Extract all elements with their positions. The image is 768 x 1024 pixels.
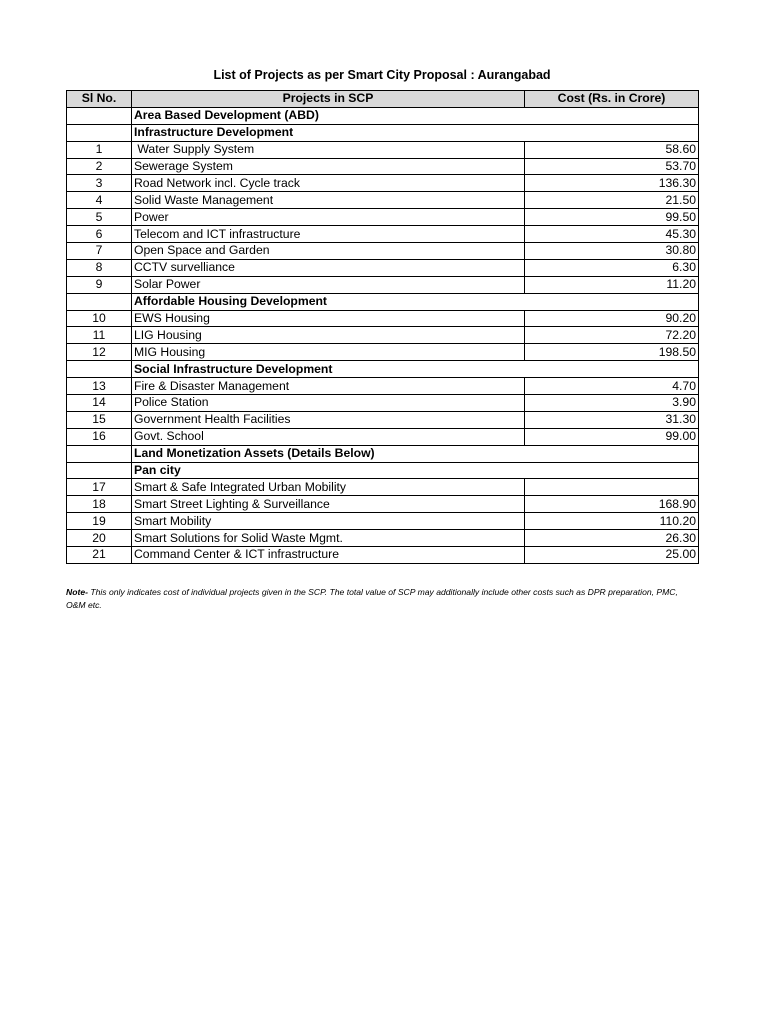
column-header-sl-no: Sl No.	[67, 91, 132, 108]
project-name-cell: Solid Waste Management	[132, 192, 525, 209]
cost-cell: 45.30	[525, 226, 699, 243]
project-name-cell: Power	[132, 209, 525, 226]
table-row	[67, 428, 699, 445]
table-header-row	[67, 91, 699, 108]
sl-no-cell: 19	[67, 513, 132, 530]
sl-no-cell: 11	[67, 327, 132, 344]
cost-cell: 136.30	[525, 175, 699, 192]
table-row	[67, 513, 699, 530]
column-header-cost: Cost (Rs. in Crore)	[525, 91, 699, 108]
cost-cell: 31.30	[525, 411, 699, 428]
note-text: This only indicates cost of individual projects given in the SCP. The total value of SCP may additionally include other costs such as DPR preparation, PMC, O&M etc.	[66, 587, 678, 610]
cost-cell: 99.00	[525, 428, 699, 445]
cost-cell: 99.50	[525, 209, 699, 226]
project-name-cell: Sewerage System	[132, 158, 525, 175]
column-header-project: Projects in SCP	[132, 91, 525, 108]
table-row	[67, 530, 699, 547]
sl-no-cell: 20	[67, 530, 132, 547]
table-row	[67, 547, 699, 564]
table-row	[67, 226, 699, 243]
cost-cell: 198.50	[525, 344, 699, 361]
table-row	[67, 496, 699, 513]
table-row	[67, 479, 699, 496]
section-label: Social Infrastructure Development	[132, 361, 525, 378]
project-name-cell: Water Supply System	[132, 141, 525, 158]
project-name-cell: Solar Power	[132, 276, 525, 293]
section-sl-cell	[67, 445, 132, 462]
project-name-cell: Govt. School	[132, 428, 525, 445]
table-row	[67, 175, 699, 192]
cost-cell: 90.20	[525, 310, 699, 327]
section-sl-cell	[67, 293, 132, 310]
project-name-cell: Road Network incl. Cycle track	[132, 175, 525, 192]
project-name-cell: Government Health Facilities	[132, 411, 525, 428]
page-title: List of Projects as per Smart City Proposal : Aurangabad	[213, 68, 551, 82]
cost-cell: 30.80	[525, 243, 699, 260]
table-row	[67, 209, 699, 226]
table-row	[67, 276, 699, 293]
section-label: Land Monetization Assets (Details Below)	[132, 445, 525, 462]
sl-no-cell: 1	[67, 141, 132, 158]
section-label: Area Based Development (ABD)	[132, 107, 525, 124]
table-row	[67, 243, 699, 260]
sl-no-cell: 3	[67, 175, 132, 192]
sl-no-cell: 10	[67, 310, 132, 327]
section-cost-cell	[525, 361, 699, 378]
cost-cell: 72.20	[525, 327, 699, 344]
table-row	[67, 158, 699, 175]
project-name-cell: MIG Housing	[132, 344, 525, 361]
sl-no-cell: 12	[67, 344, 132, 361]
table-row	[67, 378, 699, 395]
cost-cell: 3.90	[525, 395, 699, 412]
section-label: Pan city	[132, 462, 525, 479]
sl-no-cell: 7	[67, 243, 132, 260]
cost-cell: 4.70	[525, 378, 699, 395]
sl-no-cell: 9	[67, 276, 132, 293]
table-row	[67, 141, 699, 158]
section-cost-cell	[525, 124, 699, 141]
cost-cell: 110.20	[525, 513, 699, 530]
project-name-cell: Open Space and Garden	[132, 243, 525, 260]
table-row	[67, 259, 699, 276]
cost-cell: 168.90	[525, 496, 699, 513]
sl-no-cell: 8	[67, 259, 132, 276]
table-row	[67, 395, 699, 412]
cost-cell: 26.30	[525, 530, 699, 547]
sl-no-cell: 14	[67, 395, 132, 412]
cost-cell: 53.70	[525, 158, 699, 175]
section-row	[67, 361, 699, 378]
project-name-cell: Smart Solutions for Solid Waste Mgmt.	[132, 530, 525, 547]
footnote	[66, 586, 698, 612]
table-row	[67, 310, 699, 327]
project-name-cell: Smart Street Lighting & Surveillance	[132, 496, 525, 513]
cost-cell: 11.20	[525, 276, 699, 293]
section-row	[67, 445, 699, 462]
sl-no-cell: 5	[67, 209, 132, 226]
section-label: Affordable Housing Development	[132, 293, 525, 310]
section-sl-cell	[67, 107, 132, 124]
section-sl-cell	[67, 462, 132, 479]
note-label: Note-	[66, 587, 88, 597]
table-row	[67, 344, 699, 361]
sl-no-cell: 21	[67, 547, 132, 564]
section-cost-cell	[525, 462, 699, 479]
project-name-cell: Command Center & ICT infrastructure	[132, 547, 525, 564]
project-name-cell: Police Station	[132, 395, 525, 412]
table-row	[67, 411, 699, 428]
table-row	[67, 192, 699, 209]
section-label: Infrastructure Development	[132, 124, 525, 141]
project-name-cell: Smart Mobility	[132, 513, 525, 530]
sl-no-cell: 13	[67, 378, 132, 395]
project-name-cell: EWS Housing	[132, 310, 525, 327]
projects-table	[66, 90, 699, 564]
sl-no-cell: 18	[67, 496, 132, 513]
cost-cell: 25.00	[525, 547, 699, 564]
section-sl-cell	[67, 361, 132, 378]
sl-no-cell: 16	[67, 428, 132, 445]
section-row	[67, 124, 699, 141]
sl-no-cell: 17	[67, 479, 132, 496]
table-row	[67, 327, 699, 344]
section-cost-cell	[525, 107, 699, 124]
section-row	[67, 462, 699, 479]
table-body	[67, 107, 699, 563]
project-name-cell: Telecom and ICT infrastructure	[132, 226, 525, 243]
cost-cell: 6.30	[525, 259, 699, 276]
project-name-cell: CCTV survelliance	[132, 259, 525, 276]
section-row	[67, 293, 699, 310]
cost-cell	[525, 479, 699, 496]
section-cost-cell	[525, 445, 699, 462]
project-name-cell: Fire & Disaster Management	[132, 378, 525, 395]
section-cost-cell	[525, 293, 699, 310]
project-name-cell: LIG Housing	[132, 327, 525, 344]
sl-no-cell: 2	[67, 158, 132, 175]
sl-no-cell: 4	[67, 192, 132, 209]
section-row	[67, 107, 699, 124]
project-name-cell: Smart & Safe Integrated Urban Mobility	[132, 479, 525, 496]
cost-cell: 21.50	[525, 192, 699, 209]
sl-no-cell: 15	[67, 411, 132, 428]
sl-no-cell: 6	[67, 226, 132, 243]
section-sl-cell	[67, 124, 132, 141]
cost-cell: 58.60	[525, 141, 699, 158]
